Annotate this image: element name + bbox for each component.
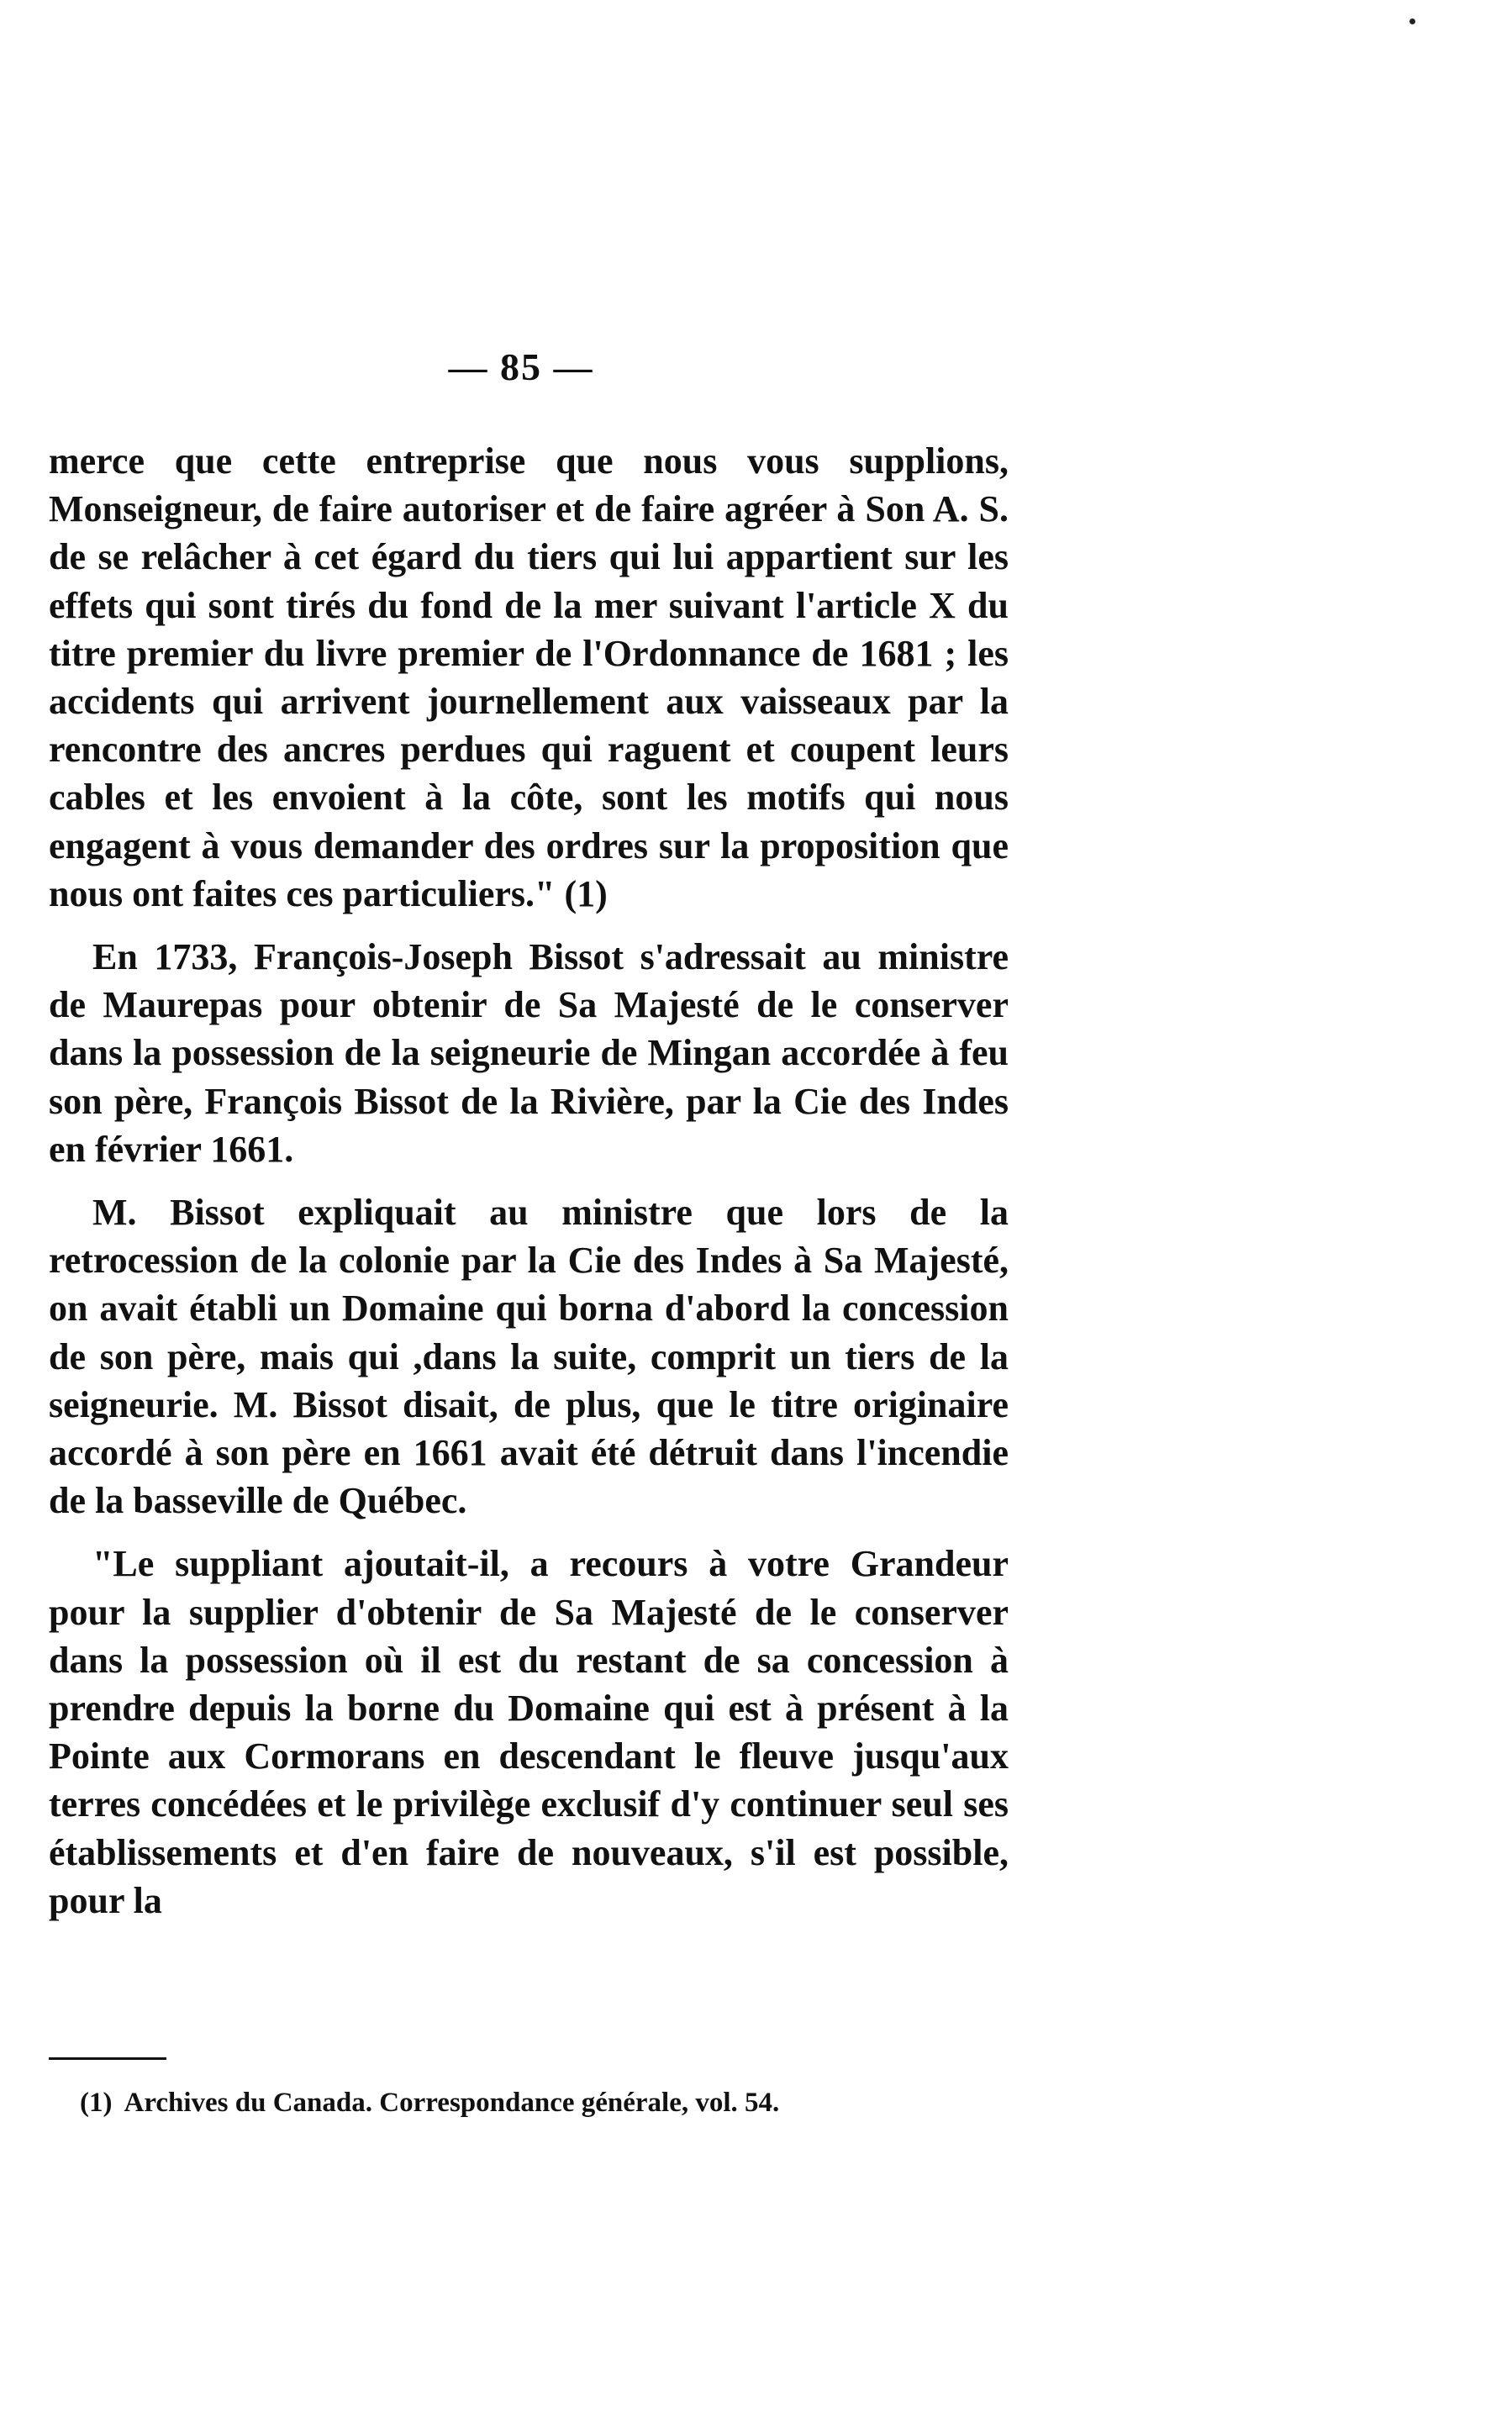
footnote bbox=[80, 2084, 1004, 2121]
paragraph: "Le suppliant ajoutait-il, a recours à votre Grandeur pour la supplier d'obtenir de Sa Majesté de le conserver dans la possession où il est du restant de sa concession à prendre depuis la borne du Domaine qui est à présent à la Pointe aux Cormorans en descendant le fleuve jusqu'aux terres concédées et le privilège exclusif d'y continuer seul ses établissements et d'en faire de nouveaux, s'il est possible, pour la bbox=[49, 1543, 1009, 1921]
footnote-text: Archives du Canada. Correspondance générale, vol. 54. bbox=[124, 2088, 780, 2118]
paragraph: En 1733, François-Joseph Bissot s'adressait au ministre de Maurepas pour obtenir de Sa Majesté de le conserver dans la possession de la seigneurie de Mingan accordée à feu son père, François Bissot de la Rivière, par la Cie des Indes en février 1661. bbox=[49, 936, 1009, 1170]
page-number: — 85 — bbox=[448, 345, 594, 388]
paragraph-continuation: merce que cette entreprise que nous vous supplions, Monseigneur, de faire autoriser et de faire agréer à Son A. S. de se relâcher à cet égard du tiers qui lui appartient sur les effets qui sont tirés du fond de la mer suivant l'article X du titre premier du livre premier de l'Ordonnance de 1681 ; les accidents qui arrivent journellement aux vaisseaux par la rencontre des ancres perdues qui raguent et coupent leurs cables et les envoient à la côte, sont les motifs qui nous engagent à vous demander des ordres sur la proposition que nous ont faites ces particuliers." (1) bbox=[49, 440, 1009, 914]
body-text bbox=[49, 437, 1009, 1925]
paragraph: M. Bissot expliquait au ministre que lors de la retrocession de la colonie par la Cie des Indes à Sa Majesté, on avait établi un Domaine qui borna d'abord la concession de son père, mais qui ,dans la suite, comprit un tiers de la seigneurie. M. Bissot disait, de plus, que le titre originaire accordé à son père en 1661 avait été détruit dans l'incendie de la basseville de Québec. bbox=[49, 1192, 1009, 1522]
footnote-divider bbox=[49, 2057, 166, 2060]
footnote-marker: (1) bbox=[80, 2088, 113, 2118]
scan-speck bbox=[1409, 18, 1415, 24]
